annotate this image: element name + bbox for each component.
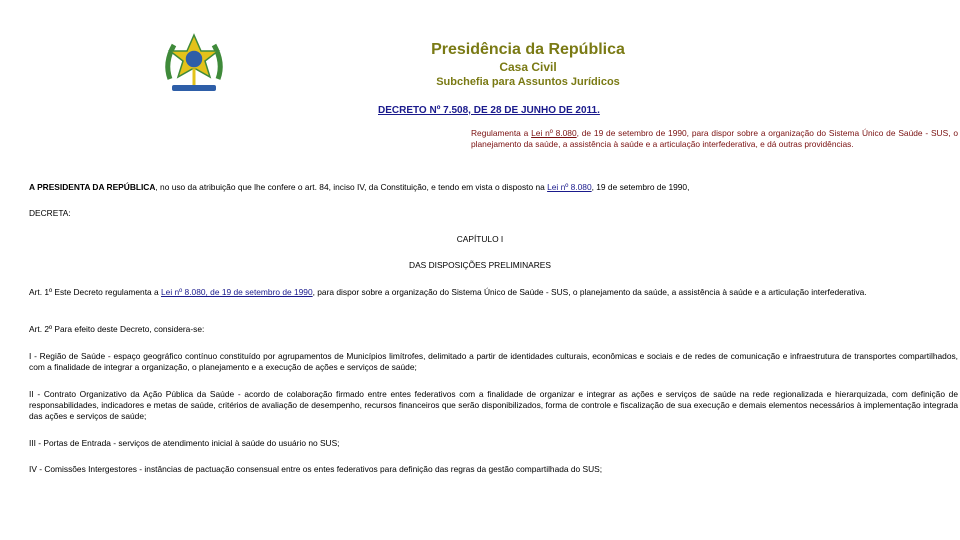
ementa-law-link[interactable]: Lei nº 8.080 [531, 128, 577, 138]
ementa-text-after: , de 19 de setembro de 1990, para dispor sobre a organização do Sistema Único de Saúde - SUS, o planejamento da saúde, a assistência à saúde e a articulação interfederativa, e dá outras providências. [471, 128, 958, 149]
art-2: Art. 2º Para efeito deste Decreto, considera-se: [29, 324, 205, 334]
item-iii: III - Portas de Entrada - serviços de atendimento inicial à saúde do usuário no SUS; [29, 438, 340, 448]
seal-sword [193, 69, 196, 87]
preamble-bold: A PRESIDENTA DA REPÚBLICA [29, 182, 156, 192]
brasil-coat-of-arms-icon [160, 33, 228, 97]
art-1-prefix: Art. 1º Este Decreto regulamenta a [29, 287, 162, 297]
art-1 [0, 287, 958, 298]
seal-center [185, 50, 203, 68]
preamble-law-link[interactable]: Lei nº 8.080 [547, 182, 592, 192]
seal-ribbon [172, 85, 216, 91]
art-1-text: , para dispor sobre a organização do Sistema Único de Saúde - SUS, o planejamento da saúde, a assistência à saúde e a articulação interfederativa. [312, 287, 867, 297]
preamble [29, 182, 949, 193]
decreta: DECRETA: [29, 208, 71, 218]
preamble-text-after: , 19 de setembro de 1990, [591, 182, 690, 192]
page-subchefia: Subchefia para Assuntos Jurídicos [436, 76, 620, 88]
page-title: Presidência da República [431, 41, 625, 58]
item-ii: II - Contrato Organizativo da Ação Pública da Saúde - acordo de colaboração firmado entre entes federativos com a finalidade de organizar e integrar as ações e serviços de saúde na rede regionalizada e hierarquizada, com definição de responsabilidades, indicadores e metas de saúde, critérios de avaliação de desempenho, recursos financeiros que serão disponibilizados, forma de controle e fiscalização de sua execução e demais elementos necessários à implementação integrada das ações e serviços de saúde; [29, 389, 958, 421]
chapter-title: DAS DISPOSIÇÕES PRELIMINARES [409, 260, 551, 270]
header [360, 40, 696, 89]
preamble-text: , no uso da atribuição que lhe confere o art. 84, inciso IV, da Constituição, e tendo em vista o disposto na [155, 182, 548, 192]
ementa-text-before: Regulamenta a [471, 128, 532, 138]
ementa [471, 128, 958, 150]
art-1-law-link[interactable]: Lei nº 8.080, de 19 de setembro de 1990 [161, 287, 313, 297]
chapter-number: CAPÍTULO I [456, 234, 504, 244]
item-iv: IV - Comissões Intergestores - instâncias de pactuação consensual entre os entes federativos para definição das regras da gestão compartilhada do SUS; [29, 464, 603, 474]
item-i: I - Região de Saúde - espaço geográfico contínuo constituído por agrupamentos de Municípios limítrofes, delimitado a partir de identidades culturais, econômicas e sociais e de redes de comunicação e infraestrutura de transportes compartilhados, com a finalidade de integrar a organização, o planejamento e a execução de ações e serviços de saúde; [29, 351, 958, 372]
page-subtitle: Casa Civil [499, 60, 557, 74]
decree-title-link[interactable]: DECRETO Nº 7.508, DE 28 DE JUNHO DE 2011. [378, 105, 600, 116]
